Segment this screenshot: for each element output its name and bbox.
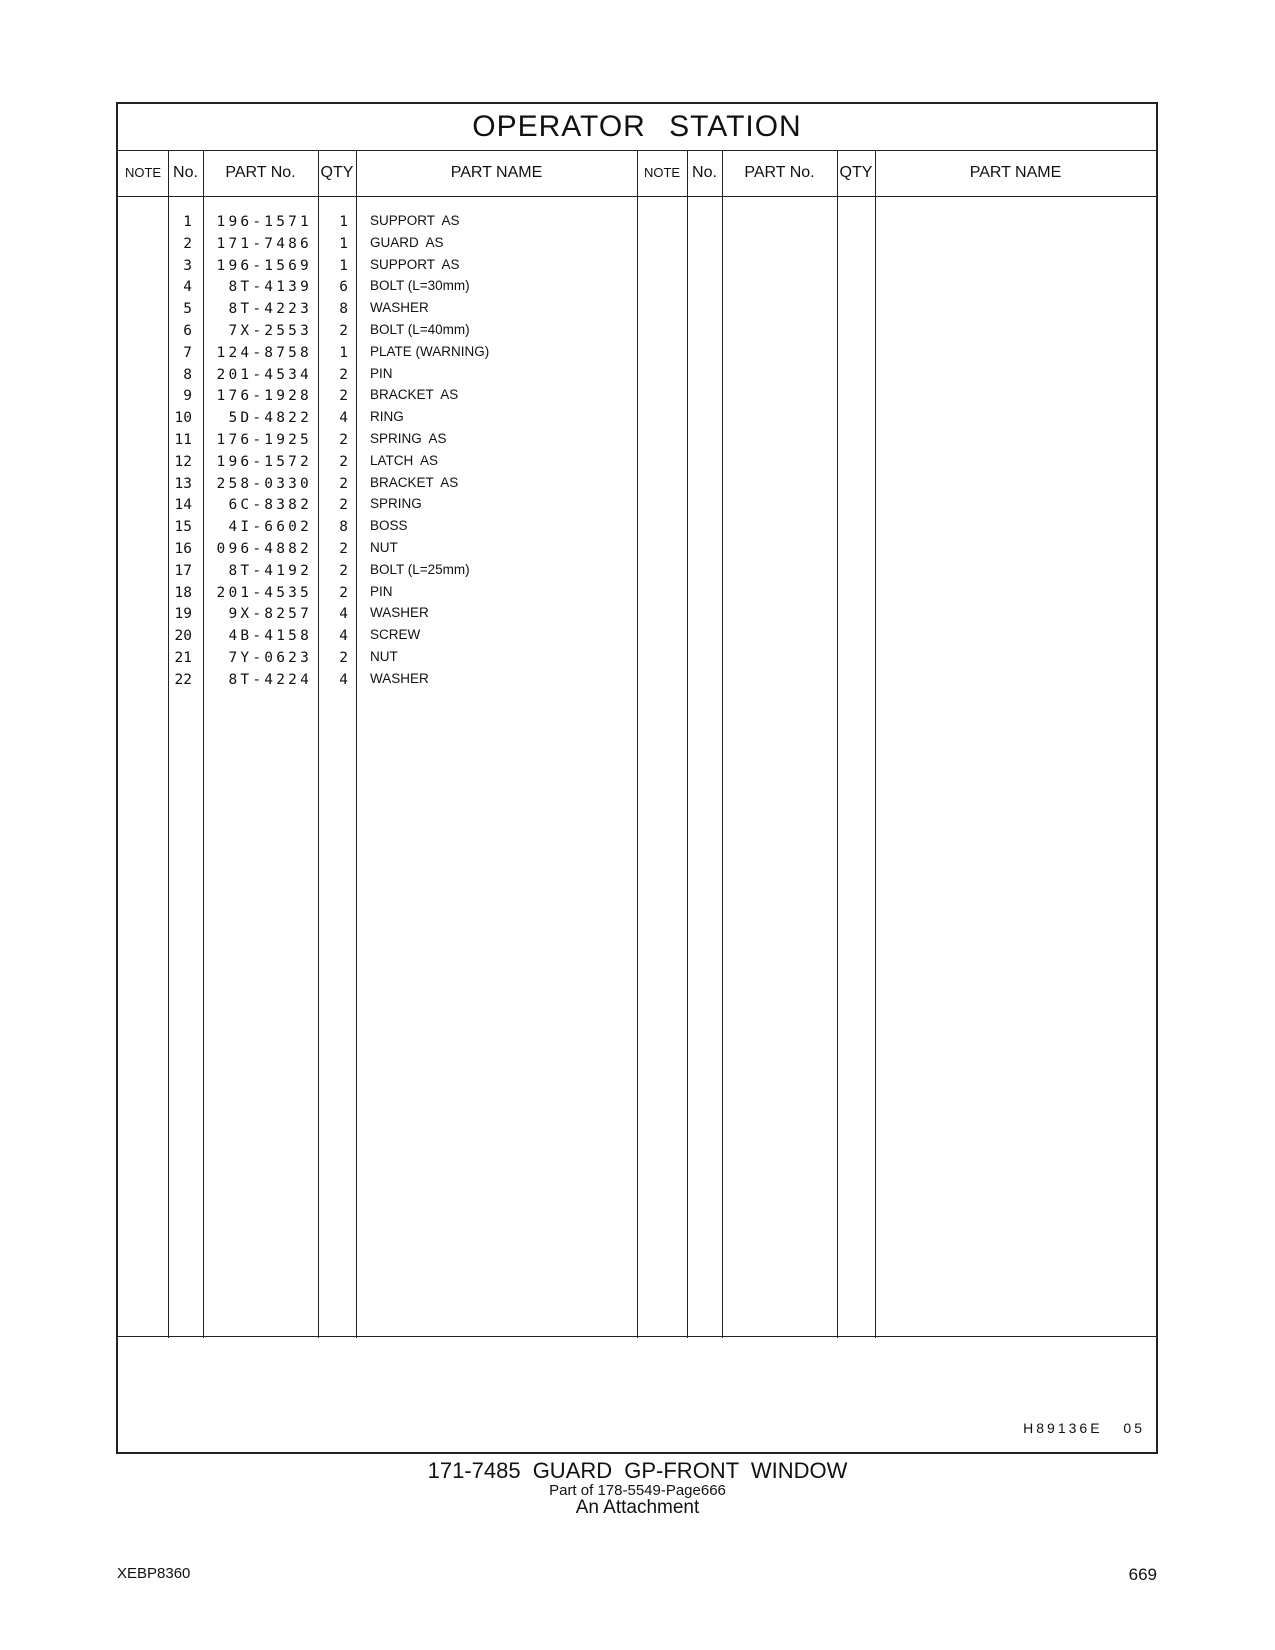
- table-footer-divider: [118, 1336, 1156, 1337]
- part-name: BOLT (L=25mm): [370, 561, 470, 577]
- part-name: BRACKET AS: [370, 387, 459, 403]
- table-row: [118, 430, 1156, 452]
- parts-table-frame: [116, 102, 1158, 1454]
- quantity: 2: [339, 432, 348, 448]
- table-row: [118, 648, 1156, 670]
- quantity: 8: [339, 301, 348, 318]
- part-number: 8T-4192: [228, 562, 312, 579]
- quantity: 4: [339, 628, 348, 645]
- table-row: [118, 583, 1156, 605]
- part-name: SUPPORT AS: [370, 256, 460, 272]
- header-qty-left: QTY: [320, 164, 354, 181]
- table-row: [118, 277, 1156, 299]
- part-name: WASHER: [370, 300, 429, 316]
- quantity: 2: [339, 323, 348, 339]
- part-number: 201-4535: [216, 584, 312, 601]
- quantity: 1: [339, 257, 348, 274]
- table-row: [118, 256, 1156, 278]
- quantity: 2: [339, 453, 348, 470]
- quantity: 4: [339, 671, 348, 688]
- item-number: 10: [174, 410, 192, 427]
- part-number: 4B-4158: [228, 628, 312, 645]
- quantity: 2: [339, 584, 348, 601]
- header-part-no-left: PART No.: [225, 164, 296, 181]
- item-number: 3: [183, 257, 192, 274]
- part-number: 6C-8382: [228, 497, 312, 514]
- part-number: 258-0330: [216, 475, 312, 492]
- quantity: 4: [339, 410, 348, 427]
- part-number: 8T-4224: [228, 671, 312, 688]
- item-number: 8: [183, 366, 192, 383]
- part-number: 9X-8257: [228, 606, 312, 623]
- quantity: 1: [339, 235, 348, 252]
- part-name: RING: [370, 409, 404, 425]
- part-number: 5D-4822: [228, 410, 312, 427]
- part-number: 8T-4139: [228, 279, 312, 296]
- item-number: 19: [174, 606, 192, 623]
- header-note-right: NOTE: [643, 165, 681, 180]
- part-name: SPRING: [370, 496, 422, 512]
- header-part-name-left: PART NAME: [450, 164, 543, 181]
- table-row: [118, 365, 1156, 387]
- part-name: BOLT (L=40mm): [370, 322, 470, 337]
- header-no-right: No.: [692, 164, 717, 181]
- item-number: 5: [183, 301, 192, 318]
- assembly-type: An Attachment: [575, 1497, 700, 1518]
- item-number: 4: [183, 279, 192, 296]
- part-name: WASHER: [370, 605, 429, 621]
- quantity: 6: [339, 279, 348, 296]
- assembly-title: 171-7485 GUARD GP-FRONT WINDOW: [427, 1458, 848, 1483]
- table-row: [118, 517, 1156, 539]
- part-number: 7Y-0623: [228, 650, 312, 666]
- quantity: 1: [339, 214, 348, 230]
- part-name: SUPPORT AS: [370, 213, 460, 228]
- item-number: 22: [174, 671, 192, 688]
- quantity: 2: [339, 366, 348, 383]
- part-number: 7X-2553: [228, 323, 312, 339]
- part-name: PLATE (WARNING): [370, 343, 490, 359]
- quantity: 8: [339, 519, 348, 536]
- part-number: 176-1925: [216, 432, 312, 448]
- item-number: 9: [183, 388, 192, 405]
- quantity: 2: [339, 475, 348, 492]
- item-number: 11: [174, 432, 192, 448]
- page-number: 669: [1128, 1565, 1157, 1584]
- part-name: GUARD AS: [370, 234, 444, 250]
- part-number: 176-1928: [216, 388, 312, 405]
- item-number: 15: [174, 519, 192, 536]
- part-name: BOLT (L=30mm): [370, 278, 470, 294]
- table-row: [118, 474, 1156, 496]
- illustration-reference: H89136E 05: [1023, 1420, 1145, 1436]
- header-no-left: No.: [173, 164, 198, 181]
- table-row: [118, 386, 1156, 408]
- quantity: 2: [339, 541, 348, 557]
- part-name: LATCH AS: [370, 452, 439, 468]
- header-part-name-right: PART NAME: [969, 164, 1062, 181]
- part-number: 171-7486: [216, 235, 312, 252]
- table-row: [118, 495, 1156, 517]
- table-title: OPERATOR STATION: [118, 104, 1156, 151]
- item-number: 2: [183, 235, 192, 252]
- item-number: 12: [174, 453, 192, 470]
- table-row: [118, 299, 1156, 321]
- part-name: PIN: [370, 365, 393, 381]
- header-part-no-right: PART No.: [744, 164, 815, 181]
- header-note-left: NOTE: [124, 165, 162, 180]
- item-number: 21: [174, 650, 192, 666]
- part-number: 8T-4223: [228, 301, 312, 318]
- table-row: [118, 452, 1156, 474]
- document-code: XEBP8360: [117, 1565, 191, 1582]
- item-number: 6: [183, 323, 192, 339]
- item-number: 20: [174, 628, 192, 645]
- quantity: 2: [339, 562, 348, 579]
- part-name: PIN: [370, 583, 393, 599]
- item-number: 7: [183, 344, 192, 361]
- table-row: [118, 234, 1156, 256]
- part-number: 124-8758: [216, 344, 312, 361]
- item-number: 18: [174, 584, 192, 601]
- table-row: [118, 539, 1156, 561]
- item-number: 16: [174, 541, 192, 557]
- item-number: 1: [183, 214, 192, 230]
- table-row: [118, 626, 1156, 648]
- quantity: 1: [339, 344, 348, 361]
- part-number: 096-4882: [216, 541, 312, 557]
- part-name: BOSS: [370, 518, 408, 534]
- table-row: [118, 408, 1156, 430]
- table-row: [118, 343, 1156, 365]
- table-row: [118, 604, 1156, 626]
- item-number: 14: [174, 497, 192, 514]
- table-row: [118, 561, 1156, 583]
- table-row: [118, 321, 1156, 343]
- table-row: [118, 670, 1156, 692]
- part-number: 4I-6602: [228, 519, 312, 536]
- part-name: SPRING AS: [370, 431, 447, 446]
- part-name: NUT: [370, 540, 398, 555]
- part-name: BRACKET AS: [370, 474, 459, 490]
- quantity: 4: [339, 606, 348, 623]
- part-number: 196-1569: [216, 257, 312, 274]
- item-number: 13: [174, 475, 192, 492]
- part-name: WASHER: [370, 670, 429, 686]
- part-number: 196-1571: [216, 214, 312, 230]
- table-row: [118, 212, 1156, 234]
- assembly-parent: Part of 178-5549-Page666: [549, 1482, 726, 1499]
- quantity: 2: [339, 650, 348, 666]
- header-qty-right: QTY: [839, 164, 873, 181]
- item-number: 17: [174, 562, 192, 579]
- part-number: 196-1572: [216, 453, 312, 470]
- part-name: SCREW: [370, 627, 421, 643]
- part-number: 201-4534: [216, 366, 312, 383]
- quantity: 2: [339, 388, 348, 405]
- quantity: 2: [339, 497, 348, 514]
- part-name: NUT: [370, 649, 398, 664]
